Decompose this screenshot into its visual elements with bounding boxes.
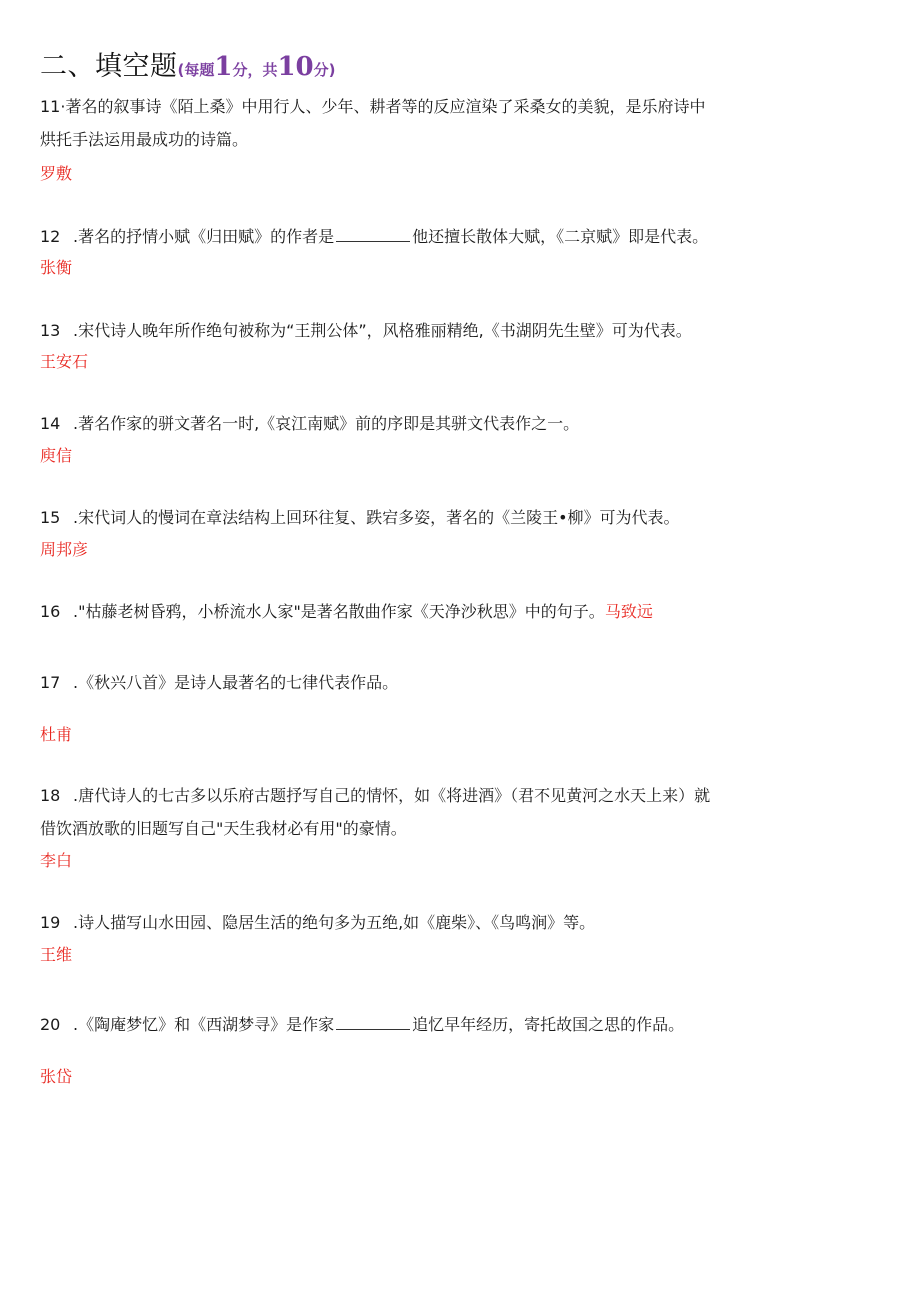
question-number: 18 xyxy=(40,786,61,805)
question-number: 12 xyxy=(40,227,61,246)
question-text: .《陶庵梦忆》和《西湖梦寻》是作家 xyxy=(73,1015,335,1034)
question-number: 20 xyxy=(40,1015,61,1034)
question-11-line-2: 烘托手法运用最成功的诗篇。 xyxy=(40,130,249,149)
answer-11: 罗敷 xyxy=(40,164,73,183)
question-12 xyxy=(40,226,708,248)
question-number: 15 xyxy=(40,508,61,527)
question-text: .著名作家的骈文著名一时,《哀江南赋》前的序即是其骈文代表作之一。 xyxy=(73,414,580,433)
question-text: .著名的抒情小赋《归田赋》的作者是 xyxy=(73,227,335,246)
question-text-cont: 追忆早年经历，寄托故国之思的作品。 xyxy=(412,1015,685,1034)
score-open: (每题 xyxy=(177,61,215,79)
question-number: 13 xyxy=(40,321,61,340)
score-mid: 分，共 xyxy=(232,61,278,79)
answer-18: 李白 xyxy=(40,851,73,870)
question-text: .唐代诗人的七古多以乐府古题抒写自己的情怀，如《将进酒》（君不见黄河之水天上来）就 xyxy=(73,786,711,805)
question-number: 17 xyxy=(40,673,61,692)
answer-blank xyxy=(336,1015,410,1030)
question-17 xyxy=(40,672,398,694)
answer-12: 张衡 xyxy=(40,258,73,277)
question-16 xyxy=(40,601,653,623)
question-text: .宋代词人的慢词在章法结构上回环往复、跌宕多姿，著名的《兰陵王•柳》可为代表。 xyxy=(73,508,680,527)
answer-20: 张岱 xyxy=(40,1067,73,1086)
question-15 xyxy=(40,507,680,529)
answer-15: 周邦彦 xyxy=(40,540,89,559)
question-13 xyxy=(40,320,692,342)
question-text-cont: 他还擅长散体大赋，《二京赋》即是代表。 xyxy=(412,227,709,246)
answer-17: 杜甫 xyxy=(40,725,73,744)
question-number: 19 xyxy=(40,913,61,932)
section-title: 二、填空题 xyxy=(40,51,178,82)
question-number: 14 xyxy=(40,414,61,433)
question-11-line-1: 11·著名的叙事诗《陌上桑》中用行人、少年、耕者等的反应渲染了采桑女的美貌，是乐府诗中 xyxy=(40,97,706,116)
question-text: ."枯藤老树昏鸦，小桥流水人家"是著名散曲作家《天净沙秋思》中的句子。 xyxy=(73,602,605,621)
score-close: 分) xyxy=(313,61,336,79)
answer-13: 王安石 xyxy=(40,352,89,371)
answer-19: 王维 xyxy=(40,945,73,964)
section-heading xyxy=(40,44,336,83)
answer-16: 马致远 xyxy=(604,602,653,621)
question-19 xyxy=(40,912,595,934)
question-text: .《秋兴八首》是诗人最著名的七律代表作品。 xyxy=(73,673,399,692)
question-14 xyxy=(40,413,579,435)
score-total: 10 xyxy=(277,52,314,82)
answer-14: 庾信 xyxy=(40,446,73,465)
score-each: 1 xyxy=(214,52,233,82)
question-20 xyxy=(40,1014,684,1036)
question-number: 16 xyxy=(40,602,61,621)
answer-blank xyxy=(336,227,410,242)
question-text: .宋代诗人晚年所作绝句被称为“王荆公体”，风格雅丽精绝,《书湖阴先生壁》可为代表。 xyxy=(73,321,692,340)
question-18-line-2: 借饮酒放歌的旧题写自己"天生我材必有用"的豪情。 xyxy=(40,819,407,838)
question-18 xyxy=(40,785,710,807)
question-text: .诗人描写山水田园、隐居生活的绝句多为五绝,如《鹿柴》、《鸟鸣涧》等。 xyxy=(73,913,596,932)
